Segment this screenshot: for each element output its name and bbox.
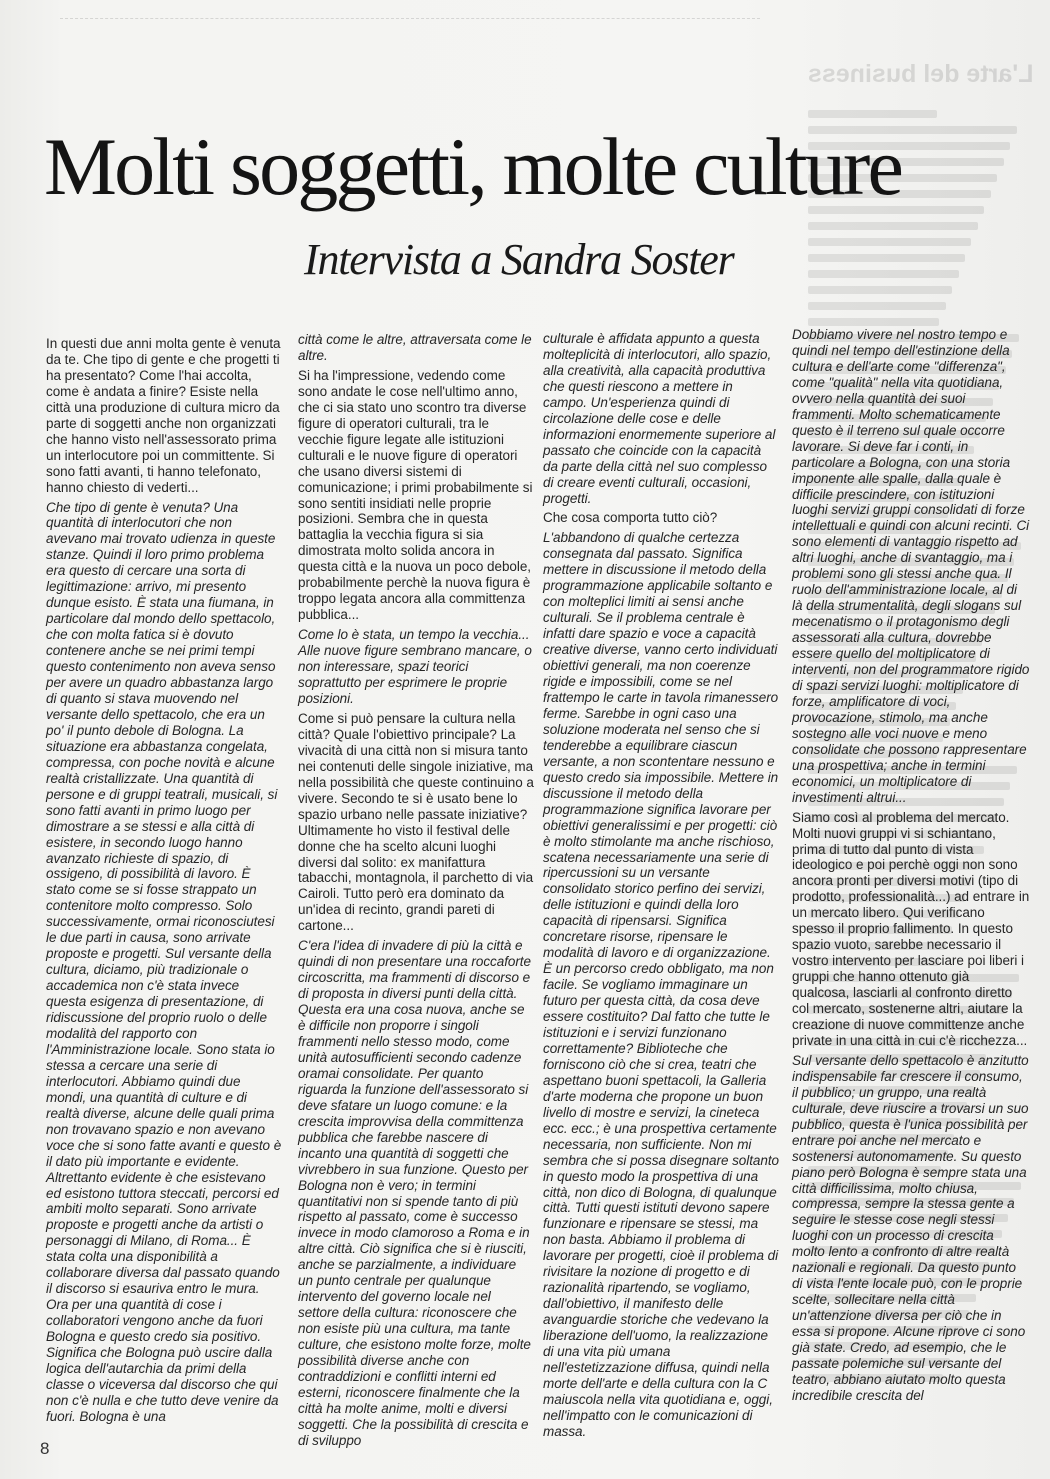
paragraph: Come si può pensare la cultura nella città? Quale l'obiettivo principale? La vivacità di una città non si misura tanto nei contenuti delle singole iniziative, ma nella possibilità che queste continuino a vivere. Secondo te si è usato bene lo spazio urbano nelle passate iniziative? Ultimamente ho visto il festival delle donne che ha scelto alcuni luoghi diversi dal solito: ex manifattura tabacchi, montagnola, il parchetto di via Cairoli. Tutto però era dominato da un'idea di recinto, grandi pareti di cartone... <box>298 710 534 934</box>
printer-marks <box>60 18 760 23</box>
article-title: Molti soggetti, molte culture <box>44 121 902 212</box>
paragraph: C'era l'idea di invadere di più la città e quindi di non presentare una roccaforte circoscritta, ma frammenti di discorso e di proposta in diversi punti della città. Questa era una cosa nuova, anche se è difficile non proporre i singoli frammenti nello stesso modo, come unità autosufficienti secondo cadenze oramai consolidate. Per quanto riguarda la funzione dell'assessorato si deve sfatare un luogo comune: e la crescita improvvisa della committenza pubblica che farebbe nascere di incanto una quantità di soggetti che vivrebbero in sua funzione. Questo per Bologna non è vero; in termini quantitativi non si spende tanto di più rispetto al passato, come è successo invece in modo clamoroso a Roma e in altre città. Ciò significa che si è riusciti, anche se parzialmente, a individuare un punto centrale per qualunque intervento del governo locale nel settore della cultura: riconoscere che non esiste più una cultura, ma tante culture, che esistono molte forze, molte possibilità diverse anche con contraddizioni e conflitti interni ed esterni, riconoscere finalmente che la città ha molte anime, molti e diversi soggetti. Che la possibilità di crescita e di sviluppo <box>298 938 531 1448</box>
paragraph: Come lo è stata, un tempo la vecchia... Alle nuove figure sembrano mancare, o non interessare, spazi teorici soprattutto per esprimere le proprie posizioni. <box>298 627 532 706</box>
paragraph: Che cosa comporta tutto ciò? <box>543 510 718 526</box>
bleed-line <box>808 222 978 230</box>
bleed-line <box>808 270 959 278</box>
article-subtitle: Intervista a Sandra Soster <box>304 235 734 284</box>
paragraph: In questi due anni molta gente è venuta da te. Che tipo di gente e che progetti ti ha presentato? Come l'hai accolta, come è andata a finire? Esiste nella città una produzione di cultura micro da parte di soggetti anche non organizzati che hanno visto nell'assessorato prima un interlocutore poi un committente. Si sono fatti avanti, ti hanno telefonato, hanno chiesto di vederti... <box>46 336 281 495</box>
bleed-heading: L'arte del business <box>808 60 1034 88</box>
text-column-2 <box>298 332 534 1453</box>
paragraph: Siamo così al problema del mercato. Molti nuovi gruppi vi si schiantano, prima di tutto dal punto di vista ideologico e poi perchè oggi non sono ancora pronti per diversi motivi (tipo di prodotto, professionalità...) ad entrare in un mercato libero. Qui verificano spesso il proprio fallimento. In questo spazio vuoto, sarebbe necessario il vostro intervento per lasciare poi liberi i gruppi che hanno ottenuto già qualcosa, lasciarli al confronto diretto col mercato, sostenerne altri, aiutare la creazione di nuove committenze anche private in una città in cui c'è ricchezza... <box>792 809 1030 1048</box>
paragraph: Dobbiamo vivere nel nostro tempo e quindi nel tempo dell'estinzione della cultura e dell'arte come "differenza", come "qualità" nella vita quotidiana, ovvero nella quantità dei suoi frammenti. Molto schematicamente questo è il terreno sul quale occorre lavorare. Si deve far i conti, in particolare a Bologna, con una storia imponente alle spalle, dalla quale è difficile prescindere, con istituzioni luoghi servizi gruppi consolidati di forze intellettuali e quindi con alcuni recinti. Ci sono elementi di vantaggio rispetto ad altri luoghi, anche di svantaggio, ma i problemi sono gli stessi anche qua. Il ruolo dell'amministrazione locale, al di là della strumentalità, degli slogans sul mecenatismo o il protagonismo degli assessorati alla cultura, dovrebbe essere quello del moltiplicatore di interventi, non del programmatore rigido di spazi servizi luoghi: moltiplicatore di forze, amplificatore di voci, provocazione, stimolo, ma anche sostegno alle voci nuove e meno consolidate che possono rappresentare una prospettiva; anche in termini economici, un moltiplicatore di investimenti altrui... <box>792 327 1030 805</box>
paragraph: Sul versante dello spettacolo è anzitutto indispensabile far crescere il consumo, il pubblico; un gruppo, una realtà culturale, deve riuscire a trovarsi un suo pubblico, questa è l'unica possibilità per entrare poi anche nel mercato e sostenersi autonomamente. Su questo piano però Bologna è sempre stata una città difficilissima, molto chiusa, compressa, sempre la stessa gente a seguire le stesse cose negli stessi luoghi con un processo di crescita molto lento a confronto di altre realtà nazionali e regionali. Da questo punto di vista l'ente locale può, con le proprie scelte, sollecitare nella città un'attenzione diversa per ciò che in essa si propone. Alcune riprove ci sono già state. Credo, ad esempio, che le passate polemiche sul versante del teatro, abbiano aiutato molto questa incredibile crescita del <box>792 1052 1029 1403</box>
paragraph: Che tipo di gente è venuta? Una quantità di interlocutori che non avevano mai trovato udienza in queste stanze. Quindi il loro primo problema era questo di cercare una sorta di legittimazione: arrivo, mi presento dunque esisto. È stata una fiumana, in particolare dal mondo dello spettacolo, che con molta fatica si è dovuto contenere anche se nei primi tempi questo contenimento non aveva senso per avere un quadro abbastanza largo di quanto si stava muovendo nel versante dello spettacolo, che era un po' il punto debole di Bologna. La situazione era abbastanza congelata, compressa, con poche novità e alcune realtà cristallizzate. Una quantità di persone e di gruppi teatrali, musicali, si sono fatti avanti in primo luogo per dimostrare a se stessi e alla città di esistere, in secondo luogo hanno avanzato richieste di spazio, di ossigeno, di possibilità di lavoro. È stato come se si fosse strappato un contenitore molto compresso. Solo successivamente, ormai riconosciutesi le due parti in causa, sono arrivate proposte e progetti. Sul versante della cultura, diciamo, più tradizionale o accademica non c'è stata invece questa esigenza di presentazione, di ridiscussione del proprio ruolo o delle modalità del rapporto con l'Amministrazione locale. Sono stata io stessa a cercare una serie di interlocutori. Abbiamo quindi due mondi, una quantità di culture e di realtà diverse, alcune delle quali prima non trovavano spazio e non avevano voce che si sono fatte avanti e questo è il dato più importante e evidente. Altrettanto evidente è che esistevano ed esistono tuttora steccati, percorsi ed ambiti molto separati. Sono arrivate proposte e progetti anche da artisti o personaggi di Milano, di Roma... È stata colta una disponibilità a collaborare diversa dal passato quando il discorso si esauriva entro le mura. Ora per una quantità di cose i collaboratori vengono anche da fuori Bologna e questo credo sia positivo. Significa che Bologna può uscire dalla logica dell'autarchia da primi della classe o viceversa dal discorso che qui non c'è nulla e che tutto deve venire da fuori. Bologna è una <box>46 499 282 1424</box>
page-number: 8 <box>40 1439 50 1458</box>
paragraph: Si ha l'impressione, vedendo come sono andate le cose nell'ultimo anno, che ci sia stato uno scontro tra diverse figure di operatori culturali, tra le vecchie figure legate alle istituzioni culturali e le nuove figure di operatori che usano diversi sistemi di comunicazione; i primi probabilmente si sono sentiti insidiati nelle proprie posizioni. Sembra che in questa battaglia la vecchia figura si sia dimostrata molto solida ancora in questa città e la nuova un poco debole, probabilmente perchè la nuova figura è troppo legata ancora alla committenza pubblica... <box>298 367 533 623</box>
bleed-line <box>808 318 939 326</box>
bleed-line <box>808 238 971 246</box>
paragraph: L'abbandono di qualche certezza consegnata dal passato. Significa mettere in discussione il metodo della programmazione applicabile soltanto e con molteplici limiti ai sensi anche culturali. Se il problema centrale è infatti dare spazio e voce a capacità creative diverse, vanno certo individuati obiettivi generali, ma non coerenze rigide e impossibili, come se nel frattempo le carte in tavola rimanessero ferme. Sarebbe in ogni caso una soluzione moderata nel senso che si tenderebbe a equilibrare ciascun versante, a non scontentare nessuno e questo credo sia impossibile. Mettere in discussione il metodo della programmazione significa lavorare per obiettivi generalissimi e per progetti: ciò è molto stimolante ma anche rischioso, scatena necessariamente una serie di ripercussioni su un versante consolidato storico perfino dei servizi, delle istituzioni e quindi della loro capacità di ripensarsi. Significa concretare risorse, ripensare le modalità di lavoro e di organizzazione. È un percorso credo obbligato, ma non facile. Se vogliamo immaginare un futuro per questa città, da cosa deve essere costituito? Dal fatto che tutte le istituzioni e i servizi funzionano correttamente? Biblioteche che forniscono ciò che si crea, teatri che aspettano buoni spettacoli, la Galleria d'arte moderna che propone un buon livello di mostre e servizi, la cineteca ecc. ecc.; è una prospettiva certamente necessaria, non sufficiente. Non mi sembra che si possa disegnare soltanto in questo modo la prospettiva di una città, non dico di Bologna, di qualunque città. Tutti questi istituti devono sapere funzionare e ripensare se stessi, ma non basta. Abbiamo il problema di lavorare per progetti, cioè il problema di rivisitare la nozione di progetto e di razionalità ripartendo, se vogliamo, dall'obiettivo, il manifesto delle avanguardie storiche che vedevano la liberazione dell'uomo, la realizzazione di una vita più umana nell'estetizzazione diffusa, quindi nella morte dell'arte e della cultura con la C maiuscola nella vita quotidiana e, oggi, nell'impatto con le comunicazioni di massa. <box>543 530 779 1439</box>
bleed-line <box>808 302 946 310</box>
paragraph: città come le altre, attraversata come le altre. <box>298 332 532 363</box>
bleed-line <box>808 254 965 262</box>
text-column-4 <box>792 327 1030 1408</box>
text-column-3 <box>543 331 779 1444</box>
paragraph: culturale è affidata appunto a questa molteplicità di interlocutori, allo spazio, alla creatività, alla capacità produttiva che questi riescono a mettere in campo. Un'esperienza quindi di circolazione delle cose e delle informazioni enormemente superiore al passato che coincide con la capacità da parte della città nel suo complesso di creare eventi culturali, occasioni, progetti. <box>543 331 776 506</box>
bleed-line <box>808 286 952 294</box>
text-column-1 <box>46 336 282 1429</box>
bleed-line <box>808 110 937 118</box>
